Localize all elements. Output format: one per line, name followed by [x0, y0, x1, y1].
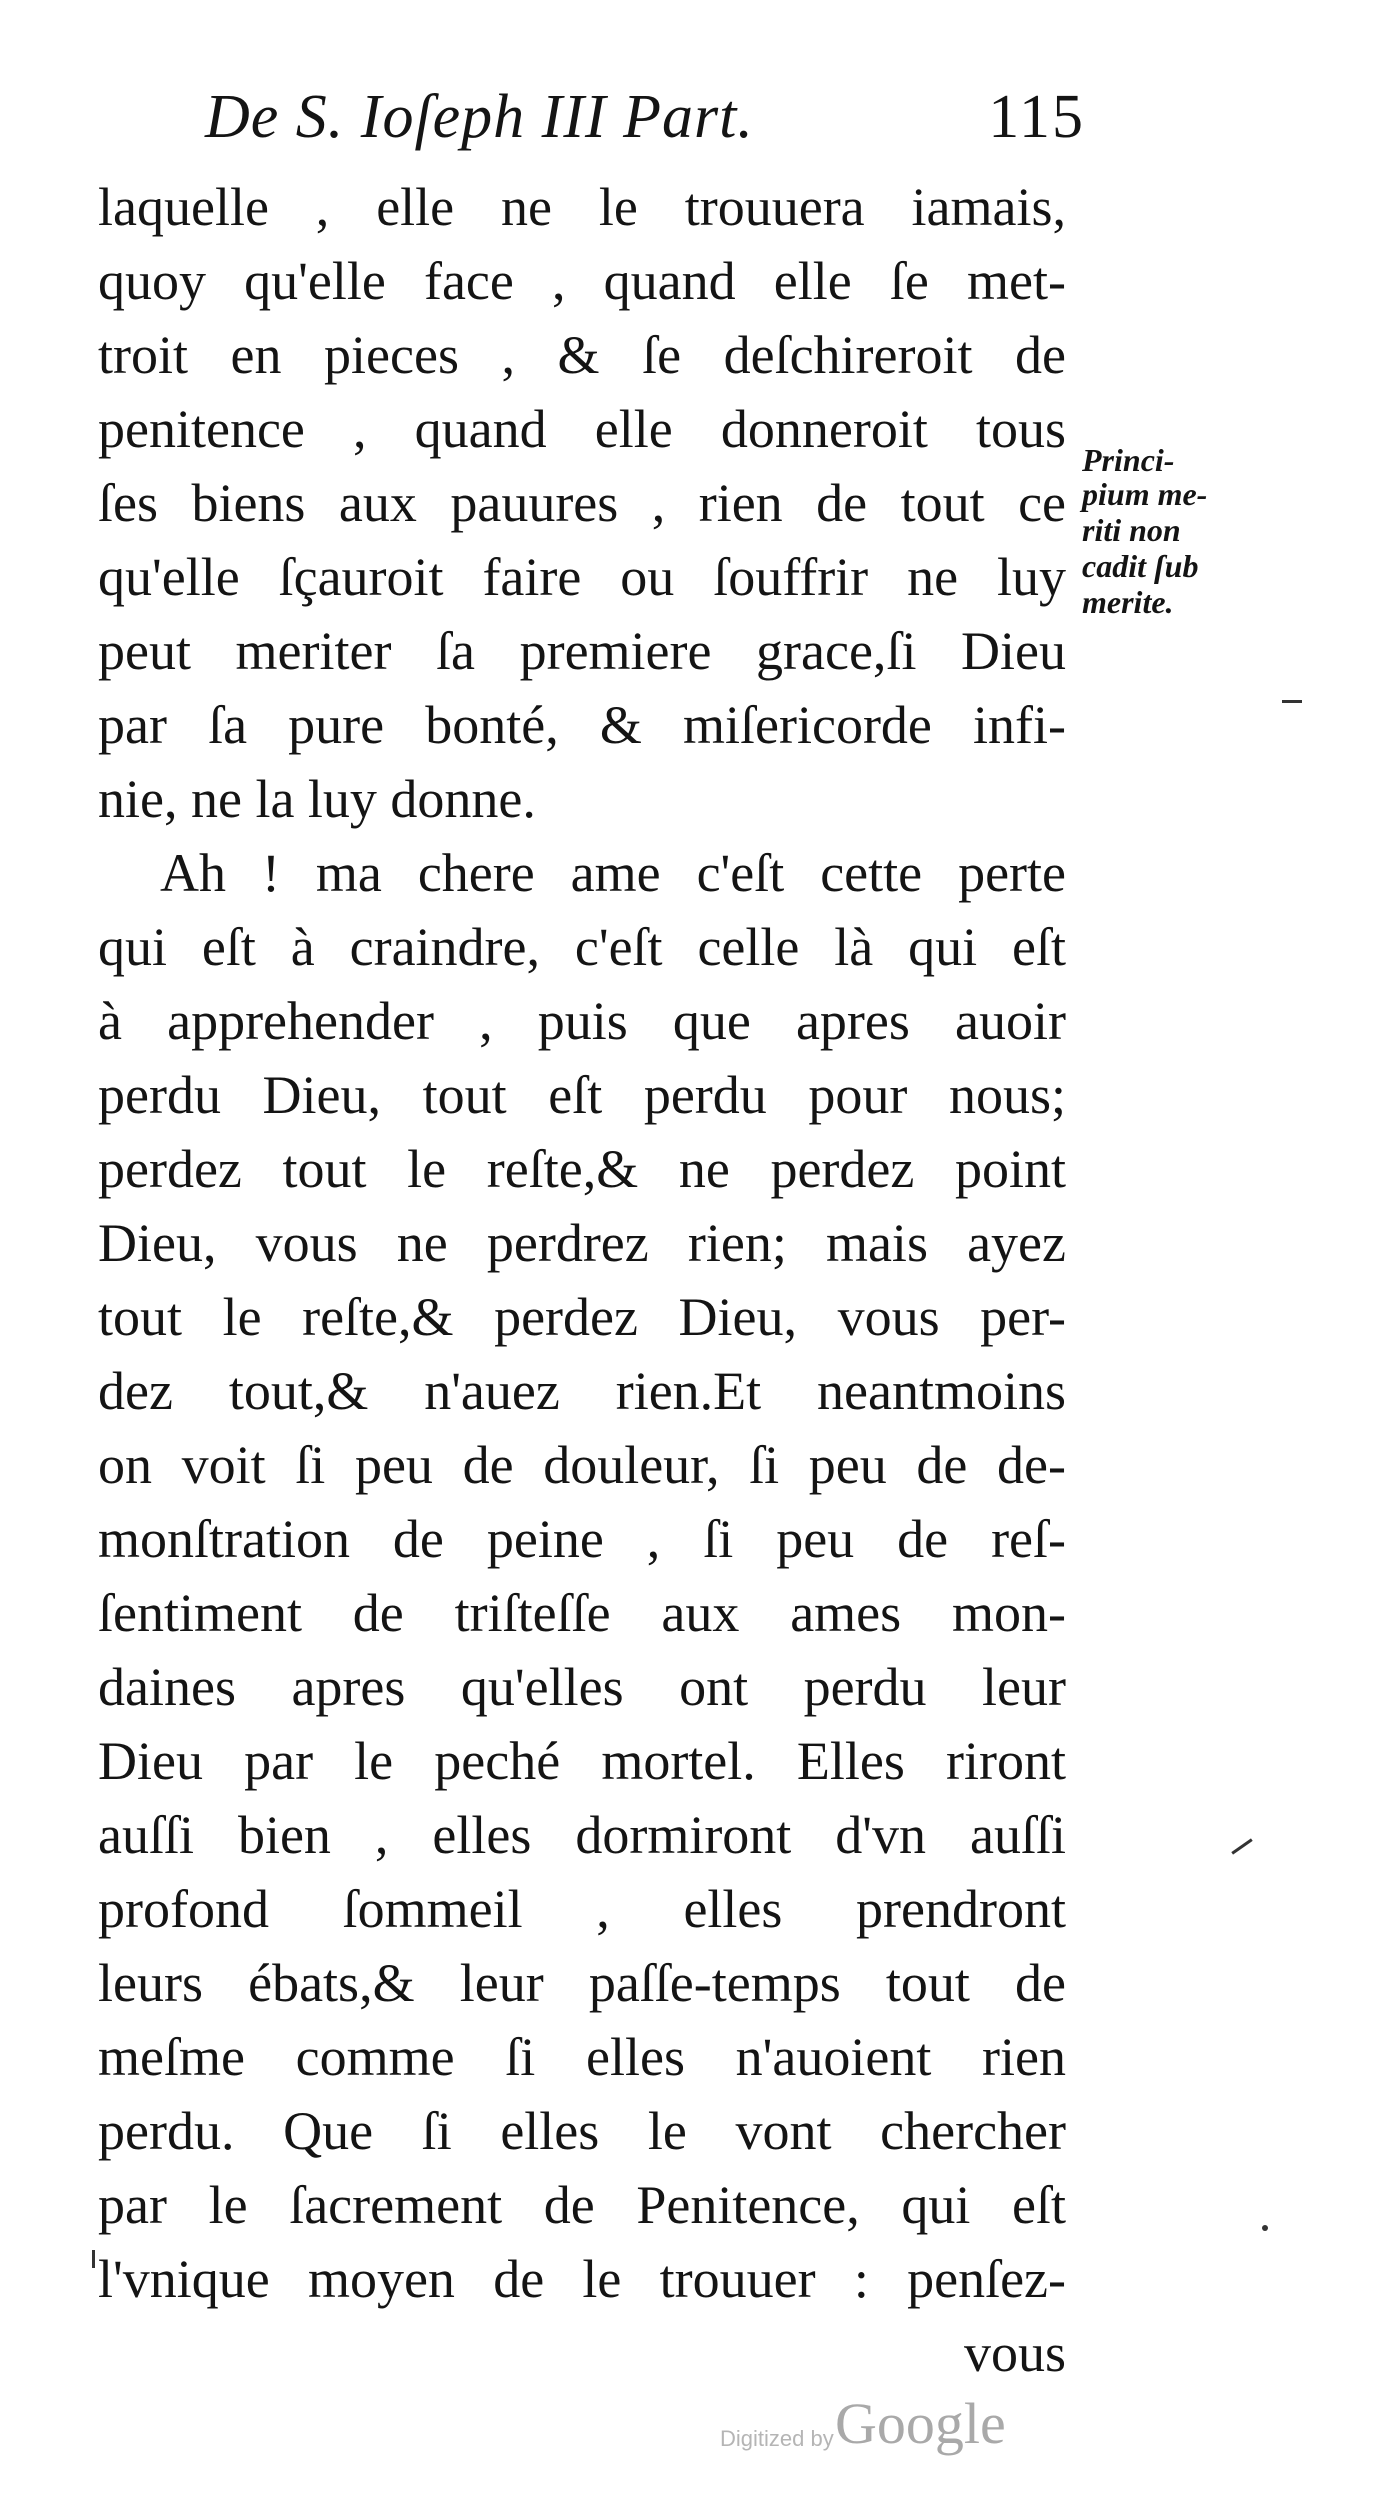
- text-line: penitence , quand elle donneroit tous: [98, 399, 1066, 459]
- stray-mark: [92, 2250, 95, 2268]
- text-line: dez tout,& n'auez rien.Et neantmoins: [98, 1361, 1066, 1421]
- text-line: Dieu, vous ne perdrez rien; mais ayez: [98, 1213, 1066, 1273]
- text-line: daines apres qu'elles ont perdu leur: [98, 1657, 1066, 1717]
- text-line: on voit ſi peu de douleur, ſi peu de de-: [98, 1435, 1066, 1495]
- text-line: meſme comme ſi elles n'auoient rien: [98, 2027, 1066, 2087]
- digitized-by-text: Digitized by: [720, 2426, 834, 2451]
- running-title: De S. Ioſeph III Part.: [205, 83, 754, 151]
- stray-mark: [1282, 700, 1302, 703]
- text-line: nie, ne la luy donne.: [98, 769, 536, 829]
- text-line: par ſa pure bonté, & miſericorde infi-: [98, 695, 1066, 755]
- stray-mark: [1231, 1838, 1252, 1854]
- text-line: perdu. Que ſi elles le vont chercher: [98, 2101, 1066, 2161]
- google-logo: Google: [835, 2391, 1006, 2456]
- digitized-watermark: [720, 2390, 1040, 2470]
- text-line: auſſi bien , elles dormiront d'vn auſſi: [98, 1805, 1066, 1865]
- text-line: profond ſommeil , elles prendront: [98, 1879, 1066, 1939]
- margin-note: [1082, 442, 1282, 620]
- text-line: perdez tout le reſte,& ne perdez point: [98, 1139, 1066, 1199]
- margin-note-line: cadit ſub: [1082, 548, 1199, 584]
- text-line: troit en pieces , & ſe deſchireroit de: [98, 325, 1066, 385]
- page-header: [205, 82, 1085, 172]
- margin-note-line: pium me-: [1082, 476, 1208, 512]
- page-number: 115: [988, 83, 1085, 151]
- text-line: leurs ébats,& leur paſſe-temps tout de: [98, 1953, 1066, 2013]
- text-line: à apprehender , puis que apres auoir: [98, 991, 1066, 1051]
- text-line: laquelle , elle ne le trouuera iamais,: [98, 177, 1066, 237]
- text-line: monſtration de peine , ſi peu de reſ-: [98, 1509, 1066, 1569]
- text-line: qu'elle ſçauroit faire ou ſouffrir ne luy: [98, 547, 1066, 607]
- text-line: Dieu par le peché mortel. Elles riront: [98, 1731, 1066, 1791]
- text-line: ſes biens aux pauures , rien de tout ce: [98, 473, 1066, 533]
- text-line: par le ſacrement de Penitence, qui eſt: [98, 2175, 1066, 2235]
- catchword: vous: [963, 2323, 1066, 2383]
- margin-note-line: merite.: [1082, 584, 1174, 620]
- text-line: tout le reſte,& perdez Dieu, vous per-: [98, 1287, 1066, 1347]
- text-line: perdu Dieu, tout eſt perdu pour nous;: [98, 1065, 1066, 1125]
- text-line: ſentiment de triſteſſe aux ames mon-: [98, 1583, 1066, 1643]
- margin-note-line: Princi-: [1082, 442, 1175, 478]
- paragraph-start-line: Ah ! ma chere ame c'eſt cette perte: [160, 843, 1066, 903]
- text-line: l'vnique moyen de le trouuer : penſez-: [98, 2249, 1066, 2309]
- text-line: peut meriter ſa premiere grace,ſi Dieu: [98, 621, 1066, 681]
- text-line: quoy qu'elle face , quand elle ſe met-: [98, 251, 1066, 311]
- margin-note-line: riti non: [1082, 512, 1181, 548]
- text-line: qui eſt à craindre, c'eſt celle là qui eſt: [98, 917, 1066, 977]
- body-text: [98, 170, 1066, 2390]
- stray-mark: [1262, 2225, 1268, 2231]
